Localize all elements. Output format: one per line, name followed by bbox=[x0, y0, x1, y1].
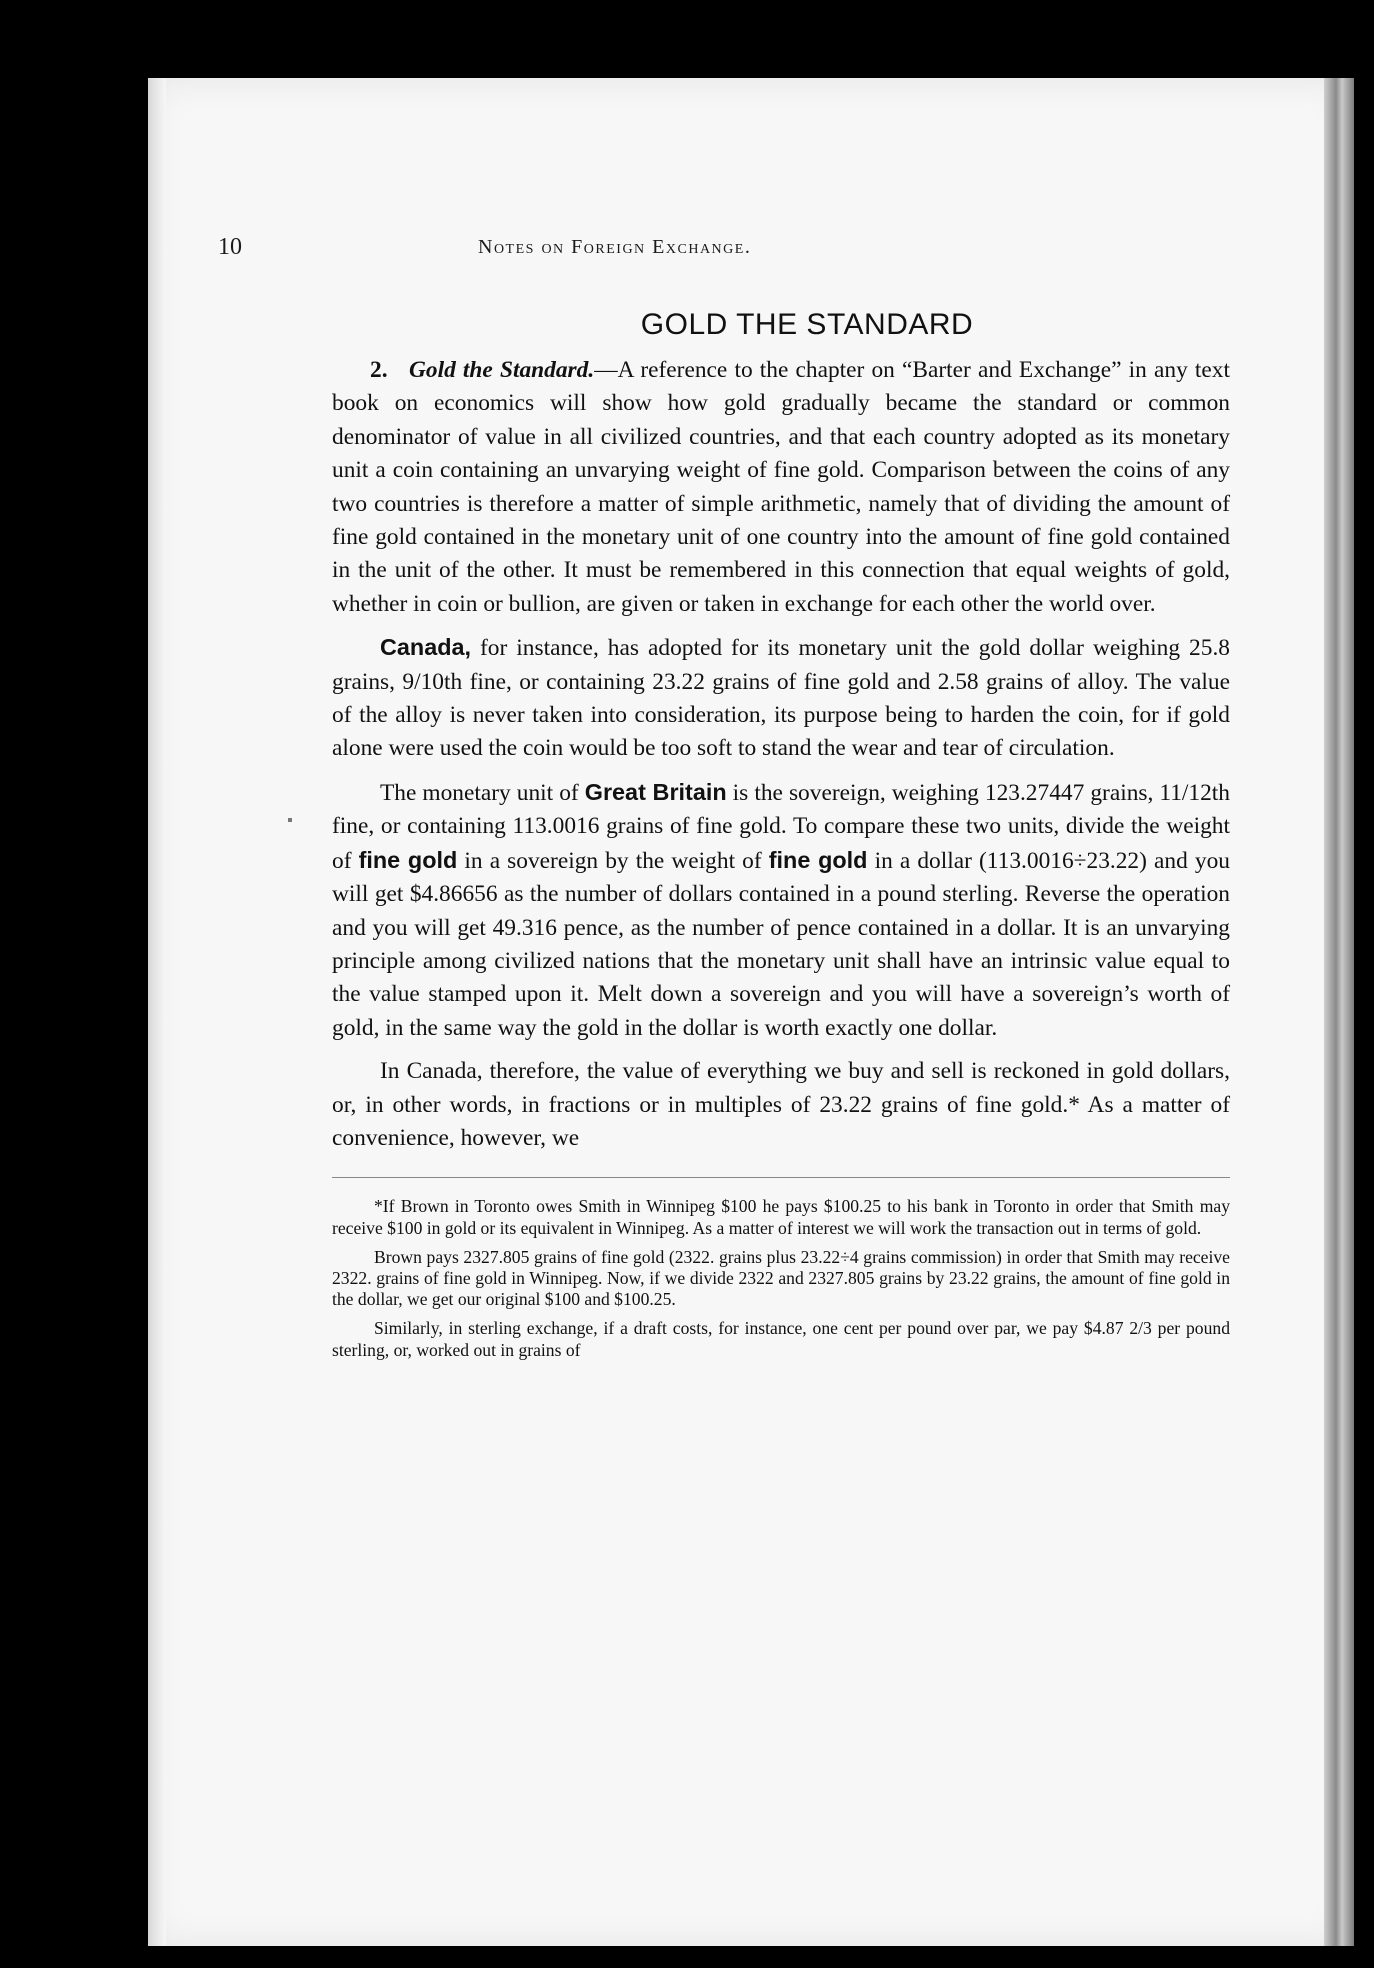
emphasis-fine-gold: fine gold bbox=[768, 846, 868, 873]
footnote: Similarly, in sterling exchange, if a draft costs, for instance, one cent per pound over par, we pay $4.87 2/3 per pound sterling, or, worked out in grains of bbox=[332, 1318, 1230, 1360]
running-title: Notes on Foreign Exchange. bbox=[478, 236, 752, 258]
emphasis-great-britain: Great Britain bbox=[584, 778, 727, 805]
paragraph-text: In Canada, therefore, the value of everything we buy and sell is reckoned in gold dollars, or, in other words, in fractions or in multiples of 23.22 grains of fine gold.* As a matter of convenience, however, we bbox=[332, 1058, 1230, 1151]
paragraph-text: for instance, has adopted for its monetary unit the gold dollar weighing 25.8 grains, 9/10th fine, or containing 23.22 grains of fine gold and 2.58 grains of alloy. The value of the alloy is never taken into consideration, its purpose being to harden the coin, for if gold alone were used the coin would be too soft to stand the wear and tear of circulation. bbox=[332, 635, 1230, 762]
emphasis-fine-gold: fine gold bbox=[358, 846, 458, 873]
paragraph-canada bbox=[332, 631, 1230, 766]
paragraph-text: in a dollar (113.0016÷23.22) and you will get $4.86656 as the number of dollars contained in a pound sterling. Reverse the operation and you will get 49.316 pence, as the number of pence contained in a dollar. It is an unvarying principle among civilized nations that the monetary unit shall have an intrinsic value equal to the value stamped upon it. Melt down a sovereign and you will have a sovereign’s worth of gold, in the same way the gold in the dollar is worth exactly one dollar. bbox=[332, 847, 1230, 1041]
paragraph-gold-standard bbox=[332, 354, 1230, 621]
page-content bbox=[332, 300, 1230, 1361]
section-number: 2. bbox=[370, 357, 388, 383]
section-heading: GOLD THE STANDARD bbox=[640, 308, 974, 341]
footnote-rule bbox=[332, 1177, 1230, 1178]
footnote: Brown pays 2327.805 grains of fine gold (2322. grains plus 23.22÷4 grains commission) in order that Smith may receive 2322. grains of fine gold in Winnipeg. Now, if we divide 2322 and 2327.805 grains by 23.22 grains, the amount of fine gold in the dollar, we get our original $100 and $100.25. bbox=[332, 1246, 1230, 1310]
page-fold-shadow bbox=[148, 78, 166, 1946]
page-edge bbox=[1324, 78, 1354, 1946]
paragraph-text: is the sovereign, weighing 123.27447 grains, 11/12th fine, or containing 113.0016 grains of fine gold. To compare these two units, divide the weight of bbox=[332, 779, 1230, 874]
paragraph-text: The monetary unit of bbox=[380, 779, 585, 806]
page-number: 10 bbox=[218, 234, 242, 260]
running-head bbox=[218, 230, 1088, 266]
margin-mark bbox=[288, 818, 292, 822]
section-lead: Gold the Standard. bbox=[408, 357, 595, 383]
paragraph-text: —A reference to the chapter on “Barter and Exchange” in any text book on economics will show how gold gradually became the standard or common denominator of value in all civilized countries, and that each country adopted as its monetary unit a coin containing an unvarying weight of fine gold. Comparison between the coins of any two countries is therefore a matter of simple arithmetic, namely that of dividing the amount of fine gold contained in the monetary unit of one country into the amount of fine gold contained in the unit of the other. It must be remembered in this connection that equal weights of gold, whether in coin or bullion, are given or taken in exchange for each other the world over. bbox=[332, 357, 1230, 617]
paragraph-great-britain bbox=[332, 776, 1230, 1045]
paragraph-text: in a sovereign by the weight of bbox=[457, 847, 769, 874]
emphasis-canada: Canada, bbox=[380, 634, 471, 661]
footnote: *If Brown in Toronto owes Smith in Winnipeg $100 he pays $100.25 to his bank in Toronto in order that Smith may receive $100 in gold or its equivalent in Winnipeg. As a matter of interest we will work the transaction out in terms of gold. bbox=[332, 1196, 1230, 1238]
paragraph-canada-reckoning bbox=[332, 1055, 1230, 1155]
